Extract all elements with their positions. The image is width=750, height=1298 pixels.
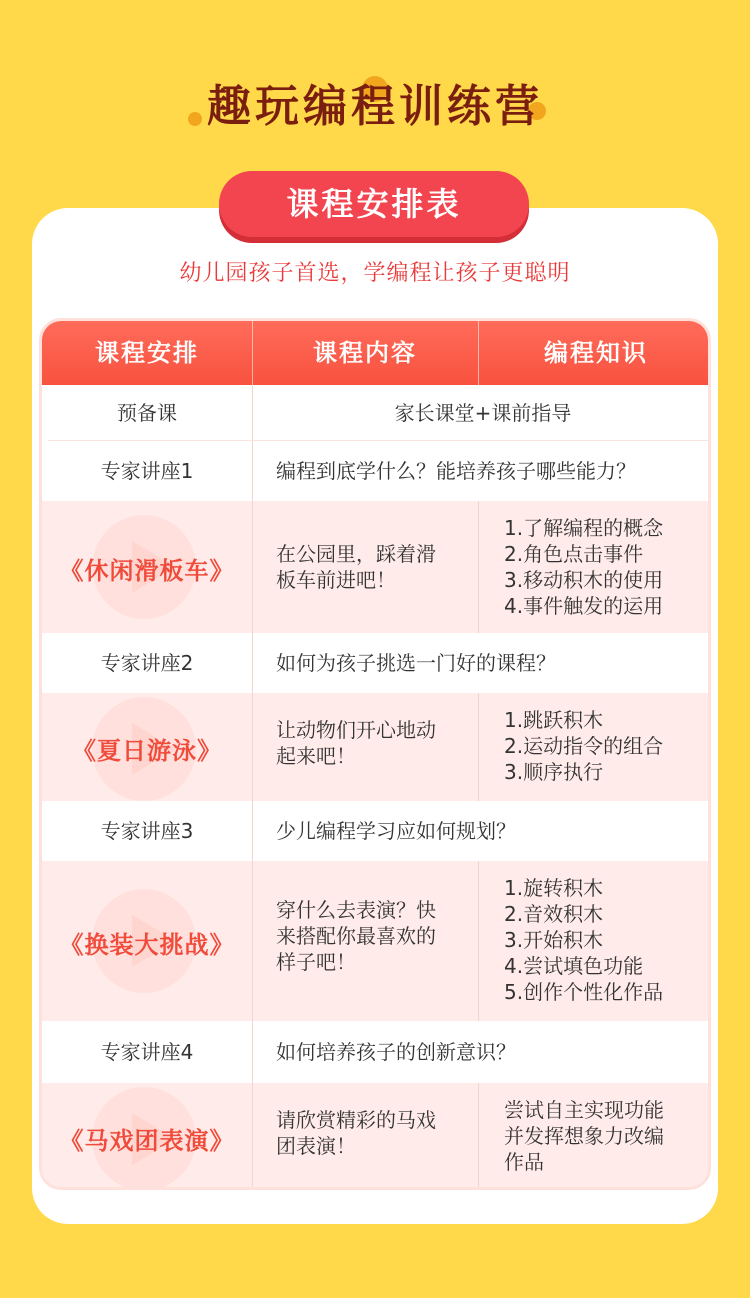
column-header-content: 课程内容 bbox=[313, 339, 417, 367]
lesson-knowledge bbox=[504, 875, 704, 1005]
lesson-content-line: 让动物们开心地动 bbox=[276, 718, 436, 742]
lesson-content-line: 起来吧！ bbox=[276, 744, 356, 768]
knowledge-item: 5.创作个性化作品 bbox=[504, 980, 664, 1004]
table-row-lecture bbox=[42, 633, 711, 693]
lesson-content bbox=[276, 717, 462, 769]
table-row-prep bbox=[42, 385, 711, 441]
table-row-lecture bbox=[42, 441, 711, 501]
title-area bbox=[0, 72, 750, 152]
column-divider bbox=[478, 861, 479, 1021]
knowledge-item: 2.音效积木 bbox=[504, 902, 604, 926]
schedule-table bbox=[39, 318, 711, 1190]
lecture-question: 如何为孩子挑选一门好的课程？ bbox=[276, 651, 556, 675]
table-row-lesson bbox=[42, 693, 711, 801]
schedule-subtitle: 幼儿园孩子首选，学编程让孩子更聪明 bbox=[179, 261, 571, 286]
table-header bbox=[42, 321, 711, 385]
column-divider bbox=[252, 441, 253, 501]
table-row-lesson bbox=[42, 501, 711, 633]
knowledge-item: 1.跳跃积木 bbox=[504, 708, 604, 732]
schedule-pill-heading: 课程安排表 bbox=[219, 171, 529, 237]
lesson-content-line: 板车前进吧！ bbox=[276, 568, 396, 592]
lesson-content-line: 在公园里，踩着滑 bbox=[276, 542, 436, 566]
knowledge-item: 2.运动指令的组合 bbox=[504, 734, 664, 758]
knowledge-item: 作品 bbox=[504, 1150, 544, 1174]
table-row-lesson bbox=[42, 861, 711, 1021]
lesson-content-line: 样子吧！ bbox=[276, 950, 356, 974]
knowledge-item: 3.移动积木的使用 bbox=[504, 568, 664, 592]
lesson-content-line: 团表演！ bbox=[276, 1134, 356, 1158]
column-divider bbox=[478, 501, 479, 633]
column-header-arrangement: 课程安排 bbox=[95, 339, 199, 367]
column-divider bbox=[252, 321, 253, 385]
decor-dot bbox=[188, 112, 202, 126]
lecture-question: 如何培养孩子的创新意识？ bbox=[276, 1040, 516, 1064]
lesson-content-line: 穿什么去表演？快 bbox=[276, 898, 436, 922]
knowledge-item: 1.旋转积木 bbox=[504, 876, 604, 900]
column-divider bbox=[478, 693, 479, 801]
lecture-question: 少儿编程学习应如何规划？ bbox=[276, 819, 516, 843]
lesson-content-line: 请欣赏精彩的马戏 bbox=[276, 1108, 436, 1132]
lecture-name: 专家讲座2 bbox=[100, 651, 194, 675]
knowledge-item: 3.顺序执行 bbox=[504, 760, 604, 784]
table-row-lecture bbox=[42, 801, 711, 861]
lesson-content-line: 来搭配你最喜欢的 bbox=[276, 924, 436, 948]
table-row-lesson bbox=[42, 1083, 711, 1190]
knowledge-item: 并发挥想象力改编 bbox=[504, 1124, 664, 1148]
lecture-name: 专家讲座1 bbox=[100, 459, 194, 483]
prep-content: 家长课堂+课前指导 bbox=[394, 401, 572, 425]
column-divider bbox=[252, 633, 253, 693]
column-header-knowledge: 编程知识 bbox=[544, 339, 648, 367]
lesson-title: 《夏日游泳》 bbox=[72, 737, 222, 765]
knowledge-item: 尝试自主实现功能 bbox=[504, 1098, 664, 1122]
column-divider bbox=[478, 321, 479, 385]
lesson-title: 《休闲滑板车》 bbox=[59, 557, 235, 585]
column-divider bbox=[252, 693, 253, 801]
column-divider bbox=[252, 1021, 253, 1083]
column-divider bbox=[252, 801, 253, 861]
knowledge-item: 3.开始积木 bbox=[504, 928, 604, 952]
lesson-title: 《换装大挑战》 bbox=[59, 931, 235, 959]
knowledge-item: 4.事件触发的运用 bbox=[504, 594, 664, 618]
prep-name: 预备课 bbox=[117, 401, 177, 425]
column-divider bbox=[252, 501, 253, 633]
lesson-content bbox=[276, 897, 462, 975]
table-row-lecture bbox=[42, 1021, 711, 1083]
knowledge-item: 4.尝试填色功能 bbox=[504, 954, 644, 978]
lesson-knowledge bbox=[504, 1097, 704, 1175]
lecture-name: 专家讲座3 bbox=[100, 819, 194, 843]
page-title: 趣玩编程训练营 bbox=[207, 81, 543, 132]
lesson-knowledge bbox=[504, 707, 704, 785]
column-divider bbox=[478, 1083, 479, 1190]
lesson-content bbox=[276, 1107, 462, 1159]
column-divider bbox=[252, 1083, 253, 1190]
knowledge-item: 1.了解编程的概念 bbox=[504, 516, 664, 540]
knowledge-item: 2.角色点击事件 bbox=[504, 542, 644, 566]
lecture-question: 编程到底学什么？能培养孩子哪些能力？ bbox=[276, 459, 636, 483]
lesson-title: 《马戏团表演》 bbox=[59, 1127, 235, 1155]
lecture-name: 专家讲座4 bbox=[100, 1040, 194, 1064]
lesson-knowledge bbox=[504, 515, 704, 619]
column-divider bbox=[252, 861, 253, 1021]
lesson-content bbox=[276, 541, 462, 593]
